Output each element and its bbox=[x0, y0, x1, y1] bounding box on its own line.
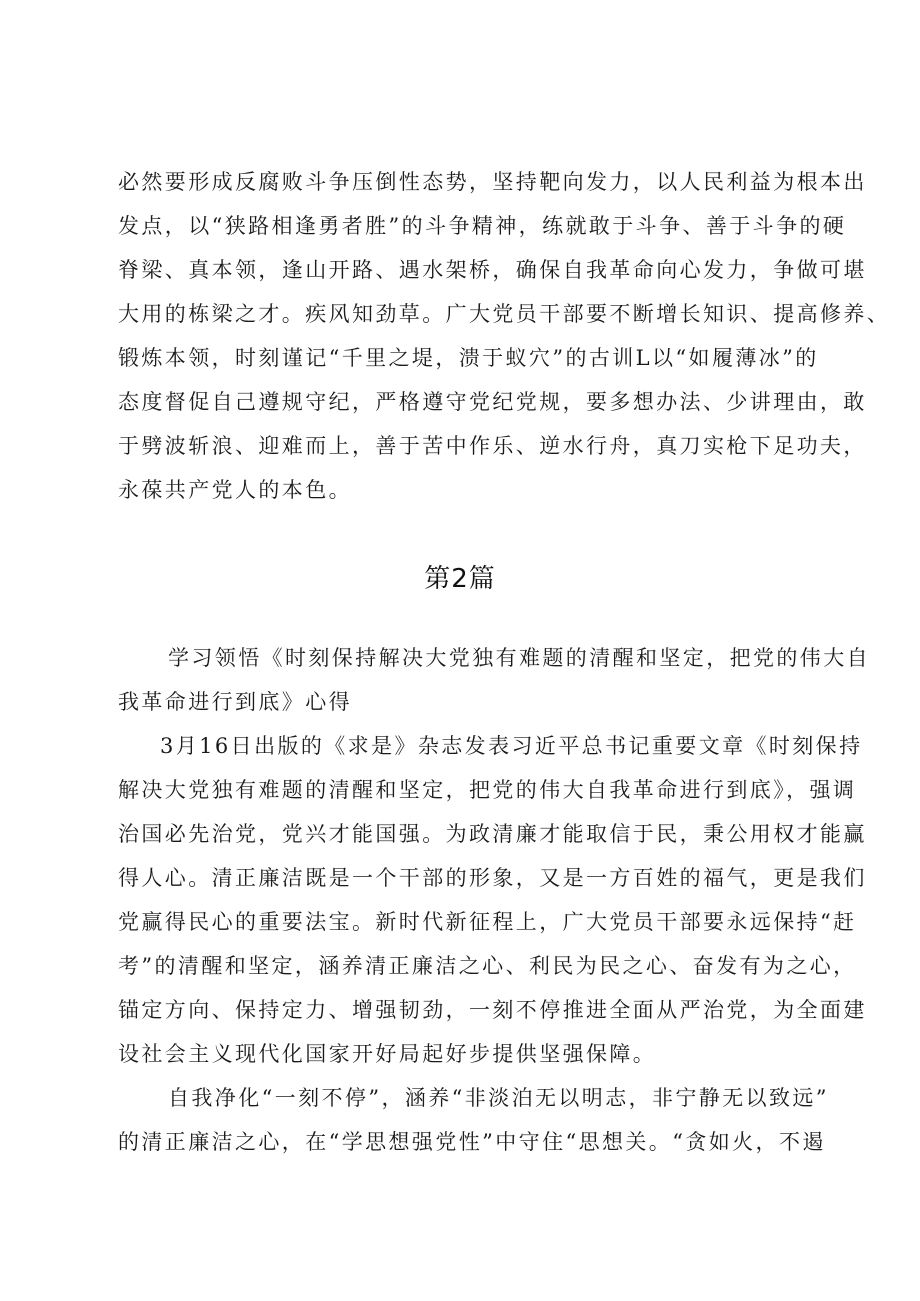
text-line: 的清正廉洁之心，在“学思想强党性”中守住“思想关。“贪如火，不遏 bbox=[118, 1130, 826, 1154]
text-line: 锻炼本领，时刻谨记“千里之堤，溃于蚁穴”的古训L以“如履薄冰”的 bbox=[118, 346, 819, 370]
text-line: 3月16日出版的《求是》杂志发表习近平总书记重要文章《时刻保持 bbox=[160, 734, 863, 758]
text-line: 必然要形成反腐败斗争压倒性态势，坚持靶向发力，以人民利益为根本出 bbox=[118, 170, 867, 194]
title-line: 学习领悟《时刻保持解决大党独有难题的清醒和坚定，把党的伟大自 bbox=[168, 646, 870, 670]
title-line: 我革命进行到底》心得 bbox=[118, 690, 352, 714]
section-heading: 第2篇 bbox=[424, 564, 496, 594]
text-line: 永葆共产党人的本色。 bbox=[118, 478, 352, 502]
text-line: 态度督促自己遵规守纪，严格遵守党纪党规，要多想办法、少讲理由，敢 bbox=[118, 390, 867, 414]
text-line: 锚定方向、保持定力、增强韧劲，一刻不停推进全面从严治党，为全面建 bbox=[118, 998, 867, 1022]
text-line: 于劈波斩浪、迎难而上，善于苦中作乐、逆水行舟，真刀实枪下足功夫， bbox=[118, 434, 867, 458]
text-line: 得人心。清正廉洁既是一个干部的形象，又是一方百姓的福气，更是我们 bbox=[118, 866, 867, 890]
text-line: 脊梁、真本领，逢山开路、遇水架桥，确保自我革命向心发力，争做可堪 bbox=[118, 258, 867, 282]
text-line: 考”的清醒和坚定，涵养清正廉洁之心、利民为民之心、奋发有为之心， bbox=[118, 954, 857, 978]
text-line: 大用的栋梁之才。疾风知劲草。广大党员干部要不断增长知识、提高修养、 bbox=[118, 302, 891, 326]
text-line: 治国必先治党，党兴才能国强。为政清廉才能取信于民，秉公用权才能赢 bbox=[118, 822, 867, 846]
text-line: 设社会主义现代化国家开好局起好步提供坚强保障。 bbox=[118, 1042, 657, 1066]
text-line: 发点，以“狭路相逢勇者胜”的斗争精神，练就敢于斗争、善于斗争的硬 bbox=[118, 214, 847, 238]
text-line: 党赢得民心的重要法宝。新时代新征程上，广大党员干部要永远保持“赶 bbox=[118, 910, 857, 934]
text-line: 解决大党独有难题的清醒和坚定，把党的伟大自我革命进行到底》，强调 bbox=[118, 778, 857, 802]
text-line: 自我净化“一刻不停”，涵养“非淡泊无以明志，非宁静无以致远” bbox=[168, 1086, 829, 1110]
